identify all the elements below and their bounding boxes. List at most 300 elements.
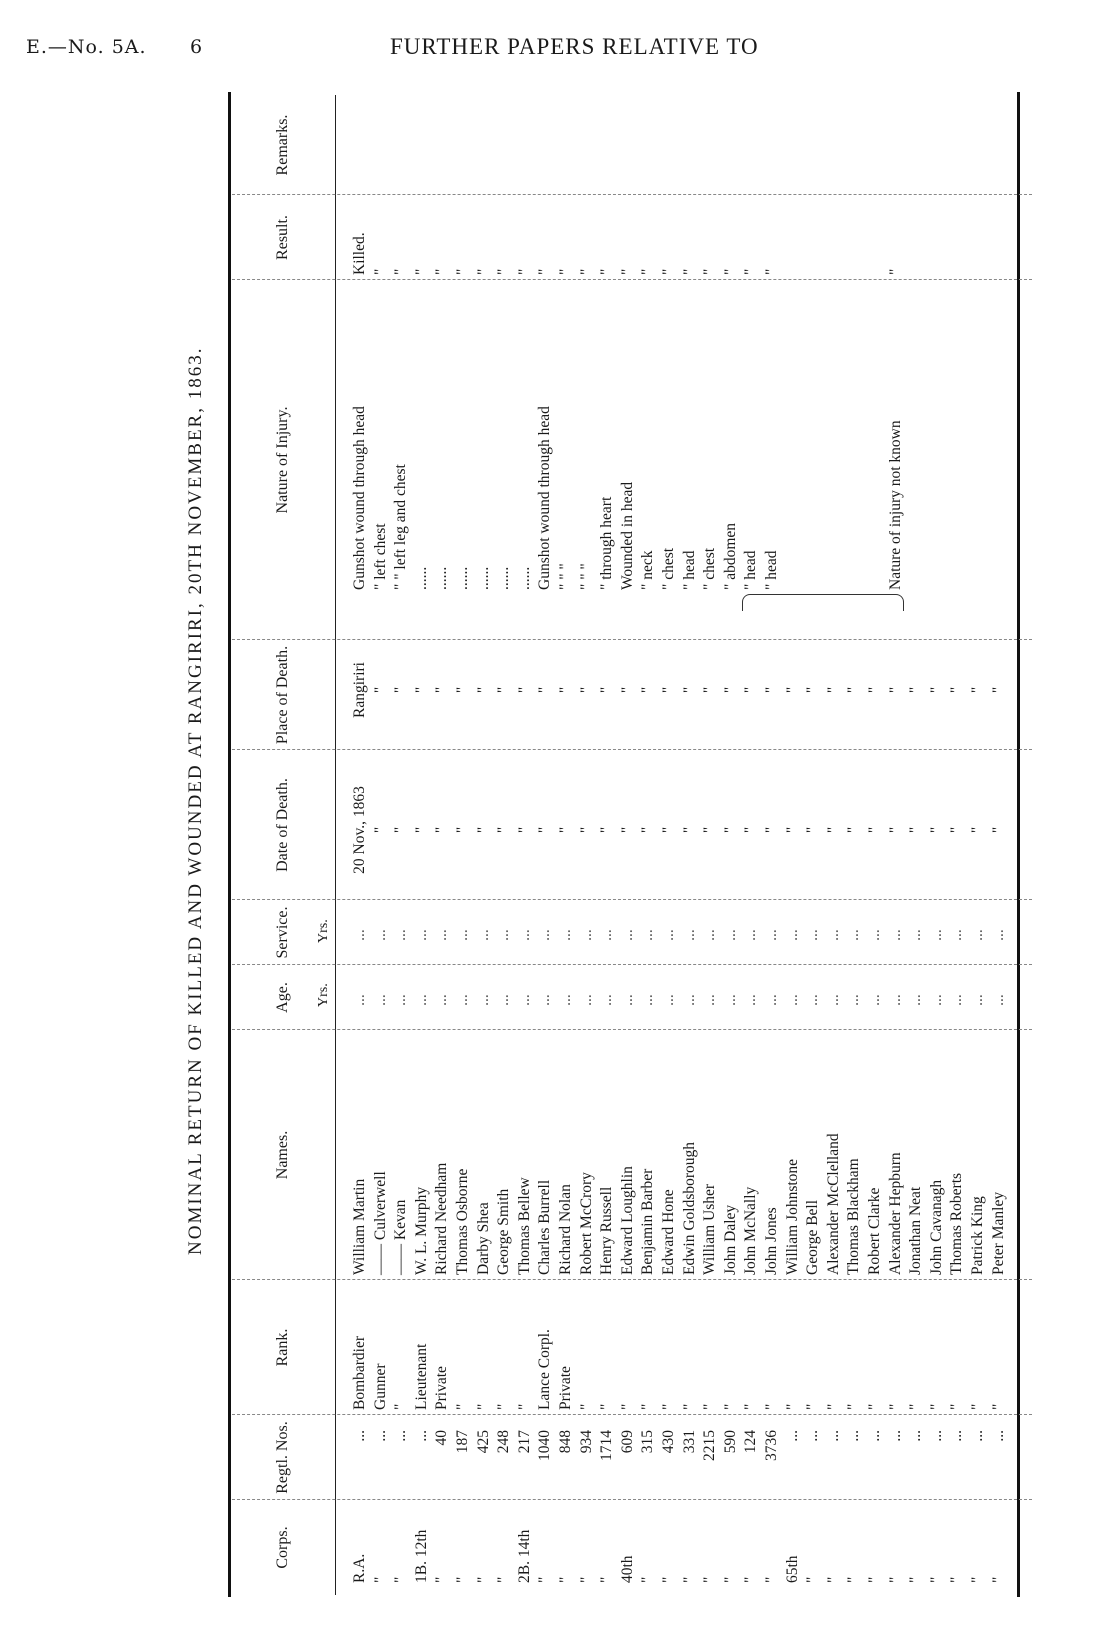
place-cell: Rangiriri [351,662,368,718]
date-cell: " [804,826,822,834]
header-corps: Corps. [273,1526,291,1569]
corps-cell: " [454,1576,471,1583]
header-nature-of-injury: Nature of Injury. [273,406,291,514]
regtl-no-cell: 425 [474,1430,492,1454]
place-cell: " [618,686,636,694]
corps-cell: " [536,1576,554,1583]
age-unit: Yrs. [316,983,331,1007]
result-cell: " [660,268,677,275]
place-cell: " [433,686,451,694]
injury-cell: " through heart [598,496,616,590]
service-cell: ... [804,929,822,941]
result-cell: " [557,268,574,275]
age-cell: ... [515,994,533,1006]
service-cell: ... [721,929,739,941]
name-cell: Henry Russell [598,1186,616,1275]
corps-cell: " [845,1576,863,1583]
service-cell: ... [618,929,636,941]
age-cell: ... [412,994,430,1006]
corps-cell: " [907,1576,925,1583]
rank-cell: " [618,1403,636,1410]
age-cell: ... [845,994,863,1006]
age-cell: ... [783,994,801,1006]
table-row [371,95,393,1595]
place-cell: " [907,686,925,694]
corps-cell: 65th [783,1555,801,1583]
place-cell: " [989,686,1007,694]
place-cell: " [969,686,986,694]
corps-cell: 1B. 12th [412,1529,430,1583]
table-row [700,95,722,1595]
place-cell: " [495,686,513,694]
name-cell: Alexander Hepburn [886,1152,904,1275]
date-cell: " [536,826,554,834]
table-row [927,95,949,1595]
result-cell: " [392,268,410,275]
table-row [989,95,1011,1595]
table-row [906,95,928,1595]
injury-cell: Nature of injury not known [886,420,904,590]
service-cell: ... [845,929,863,941]
page-number: 6 [190,36,203,58]
age-cell: ... [866,994,883,1006]
place-cell: " [454,686,471,694]
result-cell: " [721,268,739,275]
place-cell: " [804,686,822,694]
place-cell: " [721,686,739,694]
name-cell: Thomas Blackham [845,1158,863,1275]
table-row [453,95,475,1595]
corps-cell: " [495,1576,513,1583]
rank-cell: " [886,1403,904,1410]
table-row [535,95,557,1595]
place-cell: " [783,686,801,694]
name-cell: Patrick King [969,1196,986,1275]
place-cell: " [515,686,533,694]
corps-cell: " [886,1576,904,1583]
corps-cell: " [804,1576,822,1583]
date-cell: " [577,826,595,834]
date-cell: " [907,826,925,834]
age-cell: ... [742,994,760,1006]
rank-cell: Gunner [371,1363,389,1410]
result-cell: " [371,268,389,275]
place-cell: " [866,686,883,694]
place-cell: " [557,686,574,694]
result-cell: " [474,268,492,275]
service-cell: ... [783,929,801,941]
corps-cell: " [598,1576,616,1583]
result-cell: " [886,268,904,275]
age-cell: ... [763,994,780,1006]
corps-cell: 40th [618,1555,636,1583]
rank-cell: " [845,1403,863,1410]
age-cell: ... [618,994,636,1006]
regtl-no-cell: 187 [454,1430,471,1454]
rank-cell: " [969,1403,986,1410]
place-cell: " [886,686,904,694]
name-cell: —— Kevan [392,1199,410,1275]
regtl-no-cell: ... [392,1430,410,1442]
table-row [844,95,866,1595]
name-cell: Alexander McClelland [824,1133,842,1275]
age-cell: ... [557,994,574,1006]
table-row [824,95,846,1595]
corps-cell: " [927,1576,945,1583]
rank-cell: Lance Corpl. [536,1329,554,1410]
name-cell: Edwin Goldsborough [680,1141,698,1275]
corps-cell: " [577,1576,595,1583]
service-cell: ... [371,929,389,941]
regtl-no-cell: ... [412,1430,430,1442]
service-cell: ... [660,929,677,941]
injury-cell: " head [742,550,760,590]
age-cell: ... [392,994,410,1006]
table-row [968,95,990,1595]
rank-cell: " [515,1403,533,1410]
date-cell: " [742,826,760,834]
table-row [391,95,413,1595]
name-cell: William Johnstone [783,1158,801,1275]
name-cell: Edward Loughlin [618,1166,636,1275]
header-place-of-death: Place of Death. [273,645,291,745]
regtl-no-cell: 1714 [598,1430,616,1461]
result-cell: " [701,268,719,275]
name-cell: Benjamin Barber [639,1168,657,1275]
rank-cell: " [660,1403,677,1410]
age-cell: ... [454,994,471,1006]
header-rank: Rank. [273,1328,291,1367]
age-cell: ... [886,994,904,1006]
regtl-no-cell: 248 [495,1430,513,1454]
rank-cell: " [680,1403,698,1410]
result-cell: " [577,268,595,275]
name-cell: Thomas Osborne [454,1168,471,1275]
regtl-no-cell: 315 [639,1430,657,1454]
header-names: Names. [273,1130,291,1180]
place-cell: " [536,686,554,694]
regtl-no-cell: 331 [680,1430,698,1454]
regtl-no-cell: 934 [577,1430,595,1454]
date-cell: " [886,826,904,834]
header-result: Result. [273,215,291,260]
table-row [515,95,537,1595]
age-cell: ... [351,994,368,1006]
name-cell: Thomas Bellew [515,1177,533,1275]
age-cell: ... [680,994,698,1006]
place-cell: " [660,686,677,694]
service-cell: ... [927,929,945,941]
date-cell: " [701,826,719,834]
service-cell: ... [392,929,410,941]
date-cell: " [639,826,657,834]
service-cell: ... [639,929,657,941]
result-cell: Killed. [351,232,368,275]
date-cell: " [557,826,574,834]
corps-cell: " [866,1576,883,1583]
injury-cell: " head [680,550,698,590]
result-cell: " [598,268,616,275]
place-cell: " [412,686,430,694]
regtl-no-cell: ... [866,1430,883,1442]
injury-cell: Gunshot wound through head [351,406,368,590]
table-row [741,95,763,1595]
name-cell: George Smith [495,1188,513,1275]
place-cell: " [948,686,966,694]
place-cell: " [371,686,389,694]
table-row [803,95,825,1595]
place-cell: " [742,686,760,694]
age-cell: ... [824,994,842,1006]
regtl-no-cell: ... [886,1430,904,1442]
place-cell: " [598,686,616,694]
regtl-no-cell: 217 [515,1430,533,1454]
rank-cell: " [907,1403,925,1410]
header-rule [335,95,336,1595]
regtl-no-cell: 124 [742,1430,760,1454]
regtl-no-cell: 40 [433,1430,451,1446]
service-cell: ... [824,929,842,941]
service-cell: ... [515,929,533,941]
name-cell: —— Culverwell [371,1171,389,1275]
rank-cell: " [763,1403,780,1410]
regtl-no-cell: 590 [721,1430,739,1454]
rank-cell: " [927,1403,945,1410]
table-row [597,95,619,1595]
corps-cell: " [989,1576,1007,1583]
name-cell: Robert Clarke [866,1187,883,1275]
nominal-return-table [232,95,1032,1595]
date-cell: " [515,826,533,834]
date-cell: " [866,826,883,834]
rank-cell: " [474,1403,492,1410]
service-cell: ... [886,929,904,941]
regtl-no-cell: ... [927,1430,945,1442]
corps-cell: " [557,1576,574,1583]
service-cell: ... [351,929,368,941]
regtl-no-cell: ... [783,1430,801,1442]
regtl-no-cell: 609 [618,1430,636,1454]
rank-cell: " [495,1403,513,1410]
regtl-no-cell: ... [969,1430,986,1442]
table-row [412,95,434,1595]
name-cell: Peter Manley [989,1191,1007,1275]
corps-cell: " [948,1576,966,1583]
corps-cell: 2B. 14th [515,1529,533,1583]
name-cell: William Martin [351,1178,368,1275]
result-cell: " [433,268,451,275]
table-row [556,95,578,1595]
rank-cell: " [454,1403,471,1410]
injury-cell: " head [763,550,780,590]
service-cell: ... [412,929,430,941]
age-cell: ... [701,994,719,1006]
corps-cell: " [680,1576,698,1583]
result-cell: " [536,268,554,275]
corps-cell: " [639,1576,657,1583]
date-cell: " [433,826,451,834]
regtl-no-cell: ... [989,1430,1007,1442]
injury-cell: Gunshot wound through head [536,406,554,590]
page-ref: E.—No. 5A. [26,36,147,58]
service-cell: ... [948,929,966,941]
table-row [577,95,599,1595]
table-row [721,95,743,1595]
rank-cell: Lieutenant [412,1343,430,1410]
regtl-no-cell: 430 [660,1430,677,1454]
table-row [659,95,681,1595]
result-cell: " [515,268,533,275]
service-cell: ... [474,929,492,941]
injury-cell: " " " [557,563,574,590]
place-cell: " [639,686,657,694]
regtl-no-cell: ... [371,1430,389,1442]
date-cell: 20 Nov., 1863 [351,786,368,874]
date-cell: " [495,826,513,834]
regtl-no-cell: 1040 [536,1430,554,1461]
rank-cell: " [989,1403,1007,1410]
injury-cell: " abdomen [721,522,739,590]
corps-cell: " [763,1576,780,1583]
date-cell: " [927,826,945,834]
name-cell: Richard Needham [433,1162,451,1275]
name-cell: Darby Shea [474,1202,492,1275]
header-service: Service. [273,906,291,959]
corps-cell: " [701,1576,719,1583]
date-cell: " [474,826,492,834]
date-cell: " [598,826,616,834]
table-row [638,95,660,1595]
service-cell: ... [454,929,471,941]
place-cell: " [701,686,719,694]
rank-cell: " [804,1403,822,1410]
age-cell: ... [948,994,966,1006]
regtl-no-cell: 3736 [763,1430,780,1461]
injury-cell: ...... [474,566,492,590]
date-cell: " [763,826,780,834]
regtl-no-cell: ... [351,1430,368,1442]
injury-cell: " " left leg and chest [392,464,410,590]
name-cell: Robert McCrory [577,1172,595,1275]
regtl-no-cell: ... [907,1430,925,1442]
name-cell: Jonathan Neat [907,1186,925,1275]
service-cell: ... [969,929,986,941]
service-cell: ... [680,929,698,941]
injury-cell: " chest [701,547,719,590]
corps-cell: " [824,1576,842,1583]
age-cell: ... [927,994,945,1006]
table-row [680,95,702,1595]
date-cell: " [660,826,677,834]
date-cell: " [969,826,986,834]
rank-cell: " [948,1403,966,1410]
service-cell: ... [763,929,780,941]
age-cell: ... [989,994,1007,1006]
result-cell: " [763,268,780,275]
place-cell: " [763,686,780,694]
date-cell: " [680,826,698,834]
name-cell: William Usher [701,1183,719,1275]
injury-cell: ...... [495,566,513,590]
service-cell: ... [536,929,554,941]
rank-cell: " [577,1403,595,1410]
place-cell: " [845,686,863,694]
place-cell: " [474,686,492,694]
injury-cell: ...... [433,566,451,590]
table-row [783,95,805,1595]
injury-cell: " neck [639,550,657,590]
service-cell: ... [701,929,719,941]
date-cell: " [783,826,801,834]
table-left-rule [228,92,231,1597]
regtl-no-cell: ... [824,1430,842,1442]
table-row [886,95,908,1595]
place-cell: " [927,686,945,694]
service-cell: ... [907,929,925,941]
header-age: Age. [273,982,291,1013]
injury-cell: Wounded in head [618,481,636,590]
corps-cell: R.A. [351,1553,368,1583]
injury-cell: " chest [660,547,677,590]
rank-cell: Private [433,1366,451,1410]
corps-cell: " [433,1576,451,1583]
table-row [618,95,640,1595]
age-cell: ... [536,994,554,1006]
rank-cell: Private [557,1366,574,1410]
name-cell: George Bell [804,1199,822,1275]
corps-cell: " [721,1576,739,1583]
rank-cell: " [742,1403,760,1410]
regtl-no-cell: ... [845,1430,863,1442]
service-cell: ... [989,929,1007,941]
injury-cell: ...... [412,566,430,590]
corps-cell: " [742,1576,760,1583]
age-cell: ... [907,994,925,1006]
name-cell: Charles Burrell [536,1179,554,1275]
service-unit: Yrs. [316,919,331,943]
corps-cell: " [969,1576,986,1583]
service-cell: ... [495,929,513,941]
result-cell: " [742,268,760,275]
regtl-no-cell: 848 [557,1430,574,1454]
name-cell: John Cavanagh [927,1179,945,1275]
place-cell: " [577,686,595,694]
table-row [947,95,969,1595]
place-cell: " [824,686,842,694]
rank-cell: " [824,1403,842,1410]
rank-cell: " [701,1403,719,1410]
table-row [432,95,454,1595]
header-remarks: Remarks. [273,114,291,176]
rank-cell: " [598,1403,616,1410]
age-cell: ... [598,994,616,1006]
age-cell: ... [969,994,986,1006]
header-regtl-nos: Regtl. Nos. [273,1421,291,1494]
service-cell: ... [742,929,760,941]
date-cell: " [948,826,966,834]
name-cell: Edward Hone [660,1189,677,1275]
date-cell: " [618,826,636,834]
date-cell: " [845,826,863,834]
age-cell: ... [639,994,657,1006]
page-heading: FURTHER PAPERS RELATIVE TO [390,34,759,59]
date-cell: " [412,826,430,834]
result-cell: " [454,268,471,275]
rank-cell: Bombardier [351,1335,368,1410]
service-cell: ... [866,929,883,941]
date-cell: " [454,826,471,834]
result-cell: " [412,268,430,275]
